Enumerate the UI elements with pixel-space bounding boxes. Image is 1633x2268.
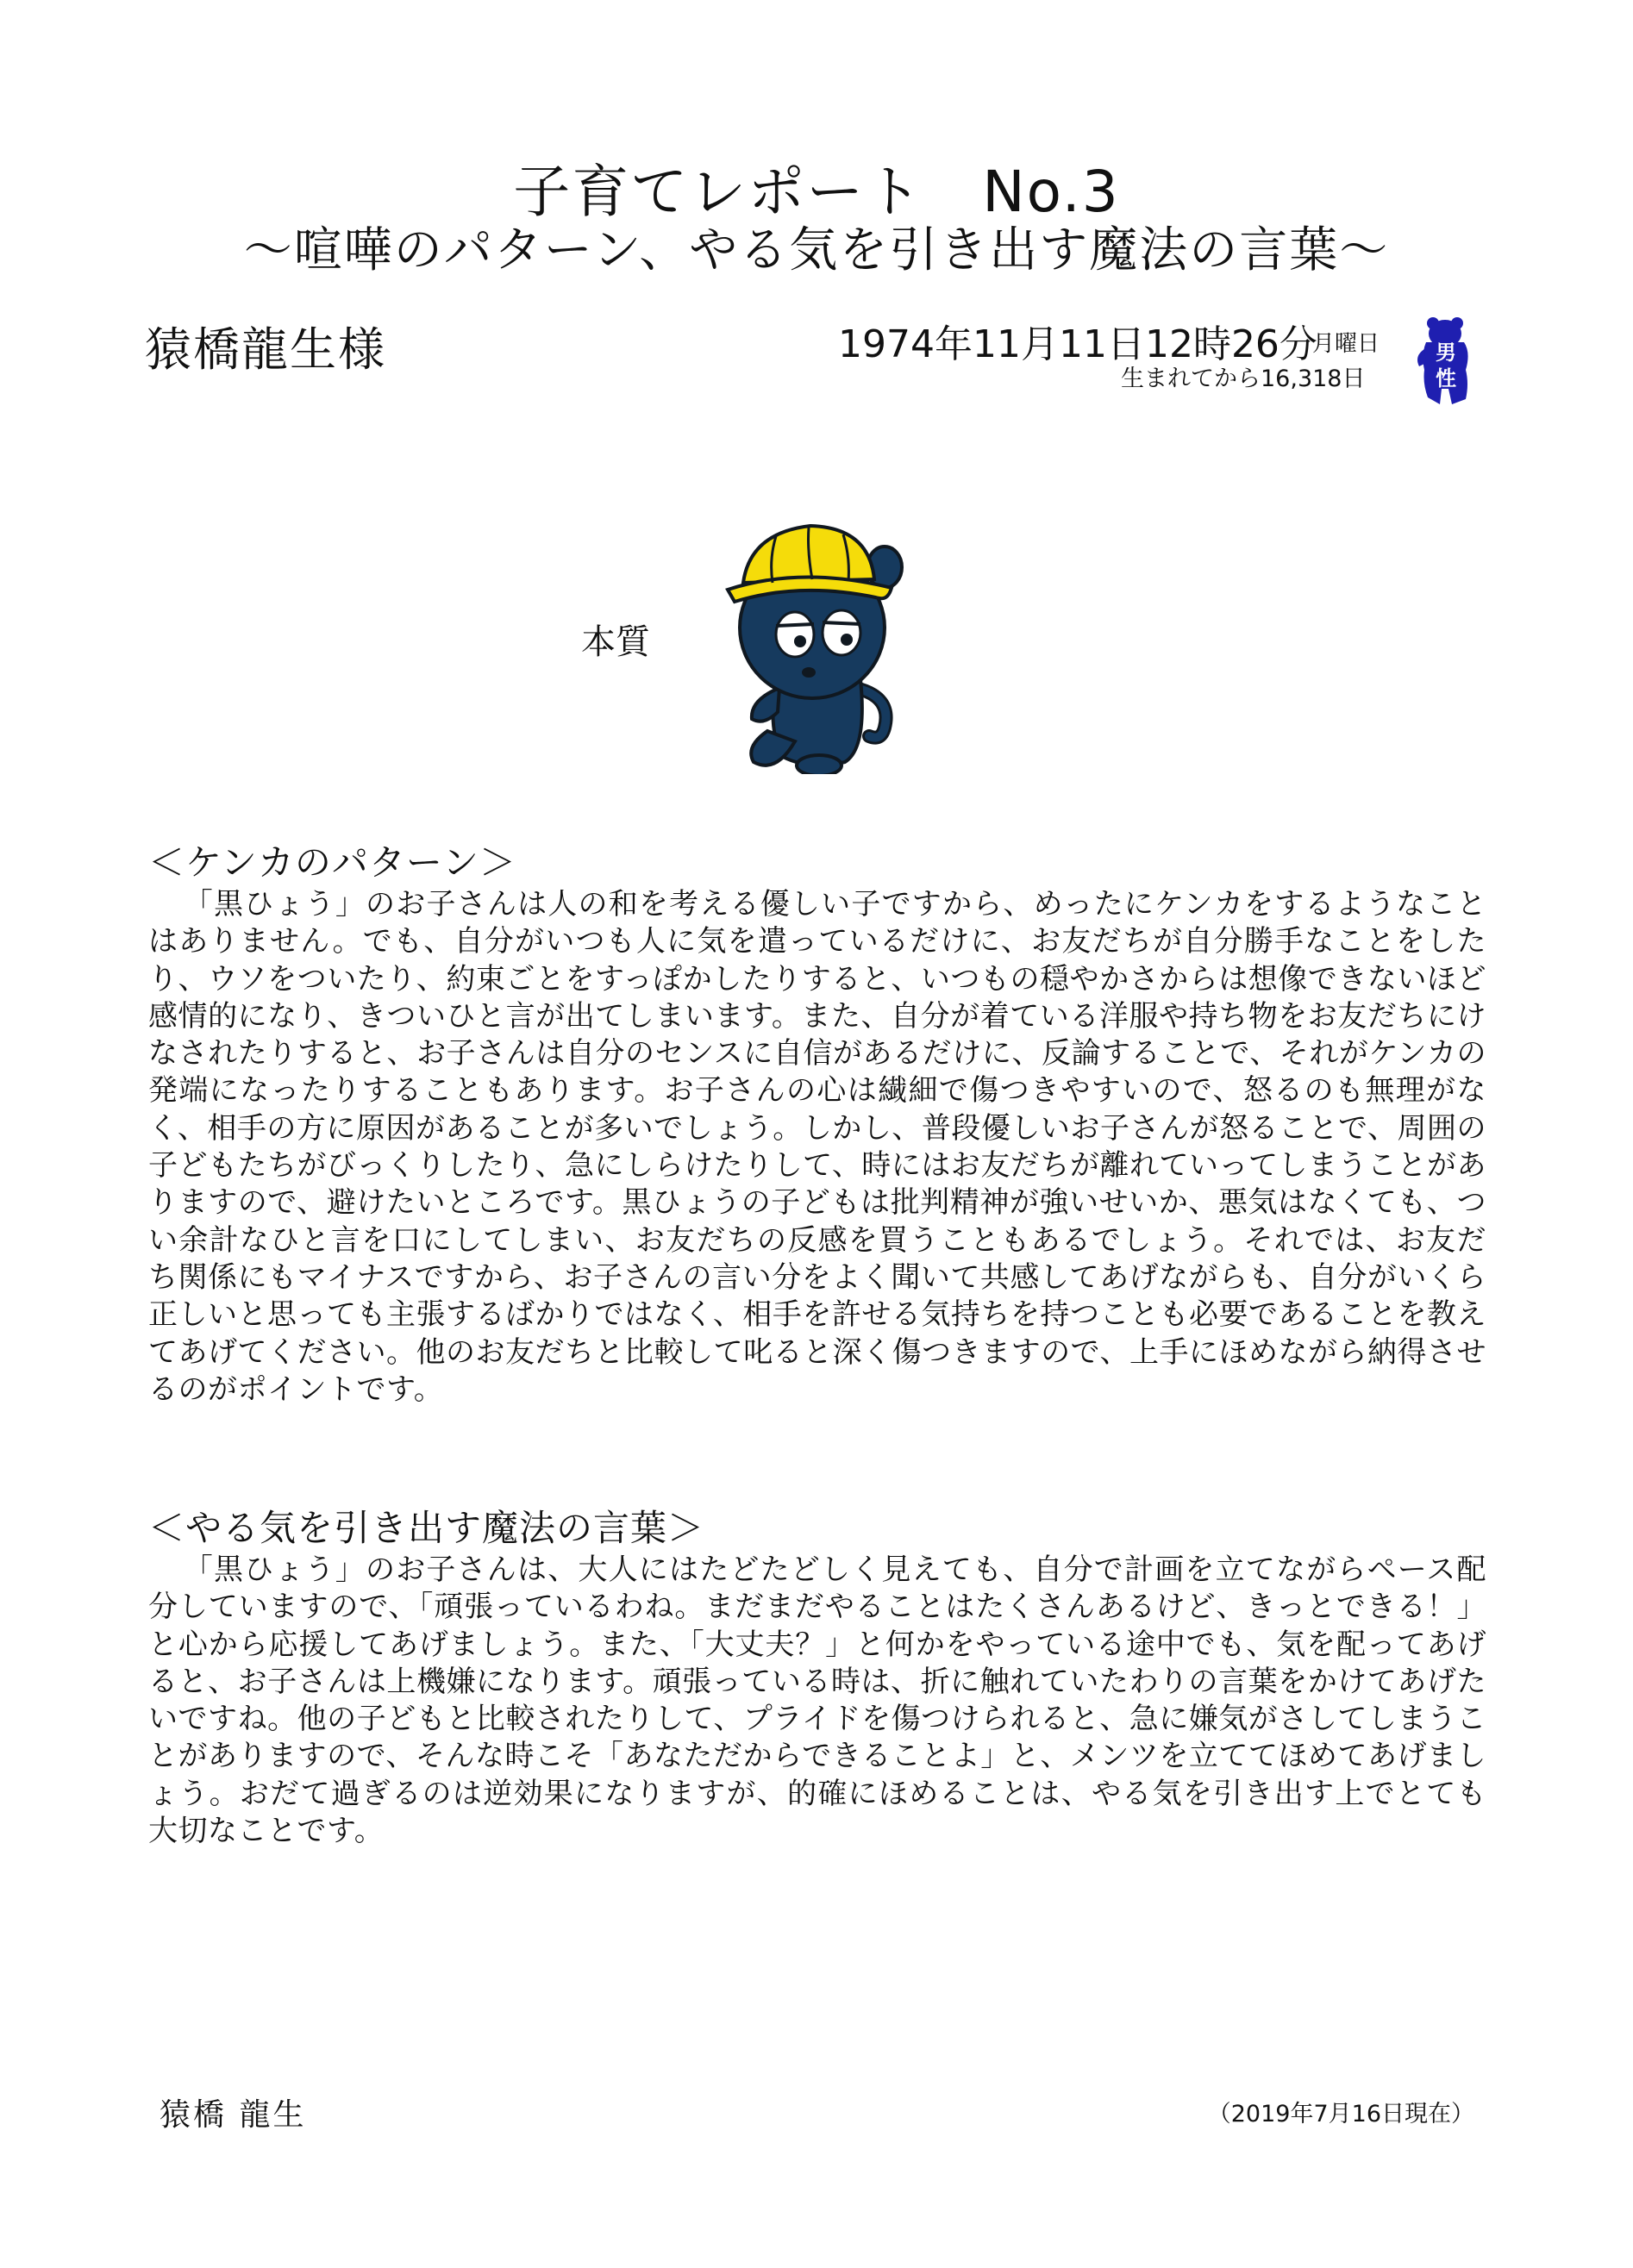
as-of-date: （2019年7月16日現在） xyxy=(1207,2101,1474,2127)
gender-label-1: 男 xyxy=(1436,341,1456,365)
page-title: 子育てレポート No.3 xyxy=(513,159,1120,225)
fight-pattern-heading: ＜ケンカのパターン＞ xyxy=(148,841,517,884)
footer-name: 猿橋 龍生 xyxy=(160,2097,307,2133)
black-panther-mascot-icon xyxy=(716,515,914,774)
fight-pattern-body: 「黒ひょう」のお子さんは人の和を考える優しい子ですから、めったにケンカをするようなことはありません。でも、自分がいつも人に気を遣っているだけに、お友だちが自分勝手なことをしたり、ウソをついたり、約束ごとをすっぽかしたりすると、いつもの穏やかさからは想像できないほど感情的になり、きついひと言が出てしまいます。また、自分が着ている洋服や持ち物をお友だちにけなされたりすると、お子さんは自分のセンスに自信があるだけに、反論することで、それがケンカの発端になったりすることもあります。お子さんの心は繊細で傷つきやすいので、怒るのも無理がなく、相手の方に原因があることが多いでしょう。しかし、普段優しいお子さんが怒ることで、周囲の子どもたちがびっくりしたり、急にしらけたりして、時にはお友だちが離れていってしまうことがありますので、避けたいところです。黒ひょうの子どもは批判精神が強いせいか、悪気はなくても、つい余計なひと言を口にしてしまい、お友だちの反感を買うこともあるでしょう。それでは、お友だち関係にもマイナスですから、お子さんの言い分をよく聞いて共感してあげながらも、自分がいくら正しいと思っても主張するばかりではなく、相手を許せる気持ちを持つことも必要であることを教えてあげてください。他のお友だちと比較して叱ると深く傷つきますので、上手にほめながら納得させるのがポイントです。 xyxy=(148,887,1486,1407)
essence-label: 本質 xyxy=(581,622,650,662)
page-subtitle: ～喧嘩のパターン、やる気を引き出す魔法の言葉～ xyxy=(243,222,1390,278)
bear-silhouette-icon xyxy=(1416,315,1478,408)
magic-words-heading: ＜やる気を引き出す魔法の言葉＞ xyxy=(148,1507,705,1549)
birth-weekday: 月曜日 xyxy=(1312,331,1380,357)
customer-name: 猿橋龍生様 xyxy=(145,322,386,377)
gender-label-2: 性 xyxy=(1436,366,1456,390)
days-since-birth: 生まれてから16,318日 xyxy=(1121,366,1366,392)
magic-words-body: 「黒ひょう」のお子さんは、大人にはたどたどしく見えても、自分で計画を立てながらペース配分していますので、「頑張っているわね。まだまだやることはたくさんあるけど、きっとできる！」と心から応援してあげましょう。また、「大丈夫？」と何かをやっている途中でも、気を配ってあげると、お子さんは上機嫌になります。頑張っている時は、折に触れていたわりの言葉をかけてあげたいですね。他の子どもと比較されたりして、プライドを傷つけられると、急に嫌気がさしてしまうことがありますので、そんな時こそ「あなただからできることよ」と、メンツを立ててほめてあげましょう。おだて過ぎるのは逆効果になりますが、的確にほめることは、やる気を引き出す上でとても大切なことです。 xyxy=(148,1553,1486,1849)
birth-datetime: 1974年11月11日12時26分 xyxy=(838,322,1317,366)
